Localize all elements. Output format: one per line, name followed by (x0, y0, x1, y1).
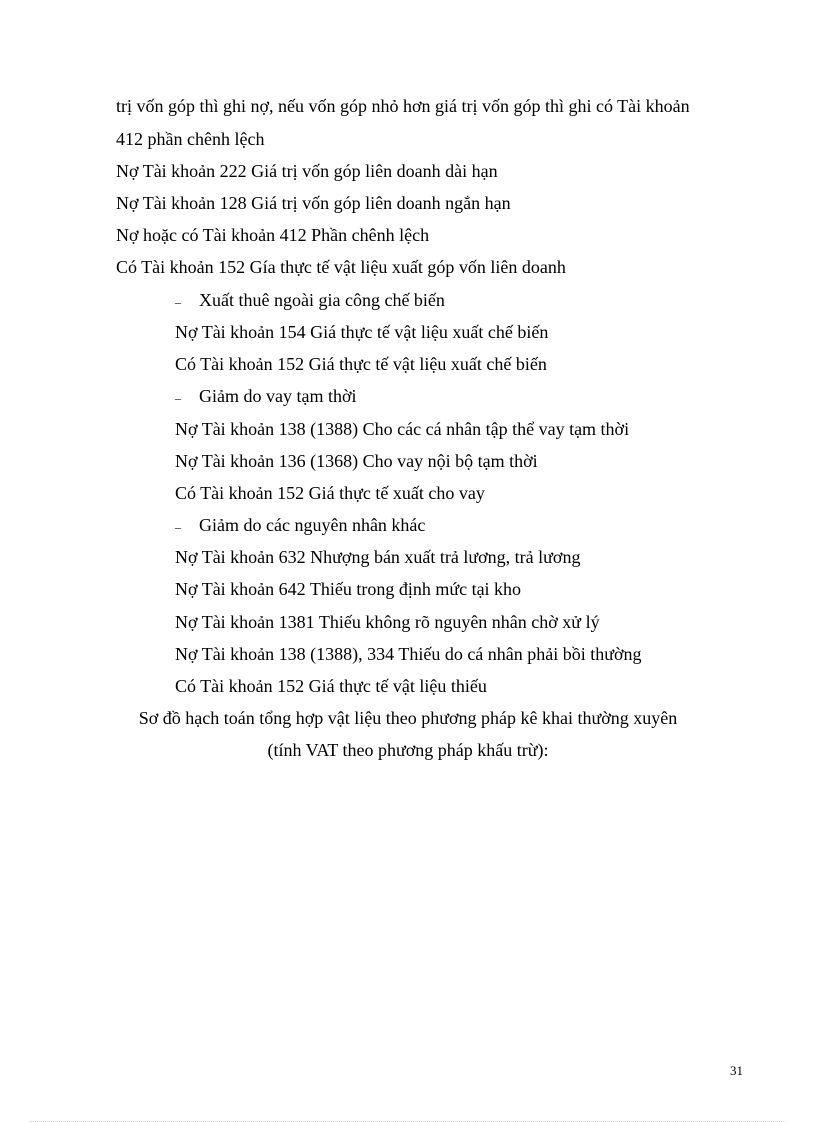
bullet-dash: – (175, 520, 181, 534)
bullet-item-1 (175, 289, 445, 313)
text-line-19: Có Tài khoản 152 Giá thực tế vật liệu thiếu (175, 676, 487, 696)
bullet-dash: – (175, 295, 181, 309)
text-line-2: 412 phần chênh lệch (116, 129, 265, 149)
text-line-6: Có Tài khoản 152 Gía thực tế vật liệu xuất góp vốn liên doanh (116, 257, 566, 277)
bullet-text: Xuất thuê ngoài gia công chế biến (199, 290, 445, 310)
bullet-text: Giảm do các nguyên nhân khác (199, 515, 426, 535)
bullet-dash: – (175, 391, 181, 405)
text-line-5: Nợ hoặc có Tài khoản 412 Phần chênh lệch (116, 225, 430, 245)
bullet-item-3 (175, 514, 425, 538)
text-line-16: Nợ Tài khoản 642 Thiếu trong định mức tại kho (175, 579, 522, 599)
text-line-4: Nợ Tài khoản 128 Giá trị vốn góp liên doanh ngắn hạn (116, 193, 511, 213)
page-number: 31 (730, 1063, 743, 1078)
bullet-item-2 (175, 385, 357, 409)
text-line-12: Nợ Tài khoản 136 (1368) Cho vay nội bộ tạm thời (175, 451, 538, 471)
text-line-15: Nợ Tài khoản 632 Nhượng bán xuất trả lương, trả lương (175, 547, 581, 567)
footer-divider (30, 1121, 786, 1122)
text-line-1: trị vốn góp thì ghi nợ, nếu vốn góp nhỏ hơn giá trị vốn góp thì ghi có Tài khoản (116, 96, 690, 116)
text-line-13: Có Tài khoản 152 Giá thực tế xuất cho vay (175, 483, 485, 503)
text-line-8: Nợ Tài khoản 154 Giá thực tế vật liệu xuất chế biến (175, 322, 549, 342)
bullet-text: Giảm do vay tạm thời (199, 386, 357, 406)
text-line-9: Có Tài khoản 152 Giá thực tế vật liệu xuất chế biến (175, 354, 547, 374)
text-line-17: Nợ Tài khoản 1381 Thiếu không rõ nguyên nhân chờ xử lý (175, 612, 600, 632)
text-line-11: Nợ Tài khoản 138 (1388) Cho các cá nhân tập thể vay tạm thời (175, 419, 630, 439)
diagram-caption: Sơ đồ hạch toán tổng hợp vật liệu theo phương pháp kê khai thường xuyên (138, 708, 678, 728)
text-line-18: Nợ Tài khoản 138 (1388), 334 Thiếu do cá nhân phải bồi thường (175, 644, 642, 664)
diagram-caption-subtitle: (tính VAT theo phương pháp khấu trừ): (267, 740, 549, 760)
text-line-3: Nợ Tài khoản 222 Giá trị vốn góp liên doanh dài hạn (116, 161, 498, 181)
